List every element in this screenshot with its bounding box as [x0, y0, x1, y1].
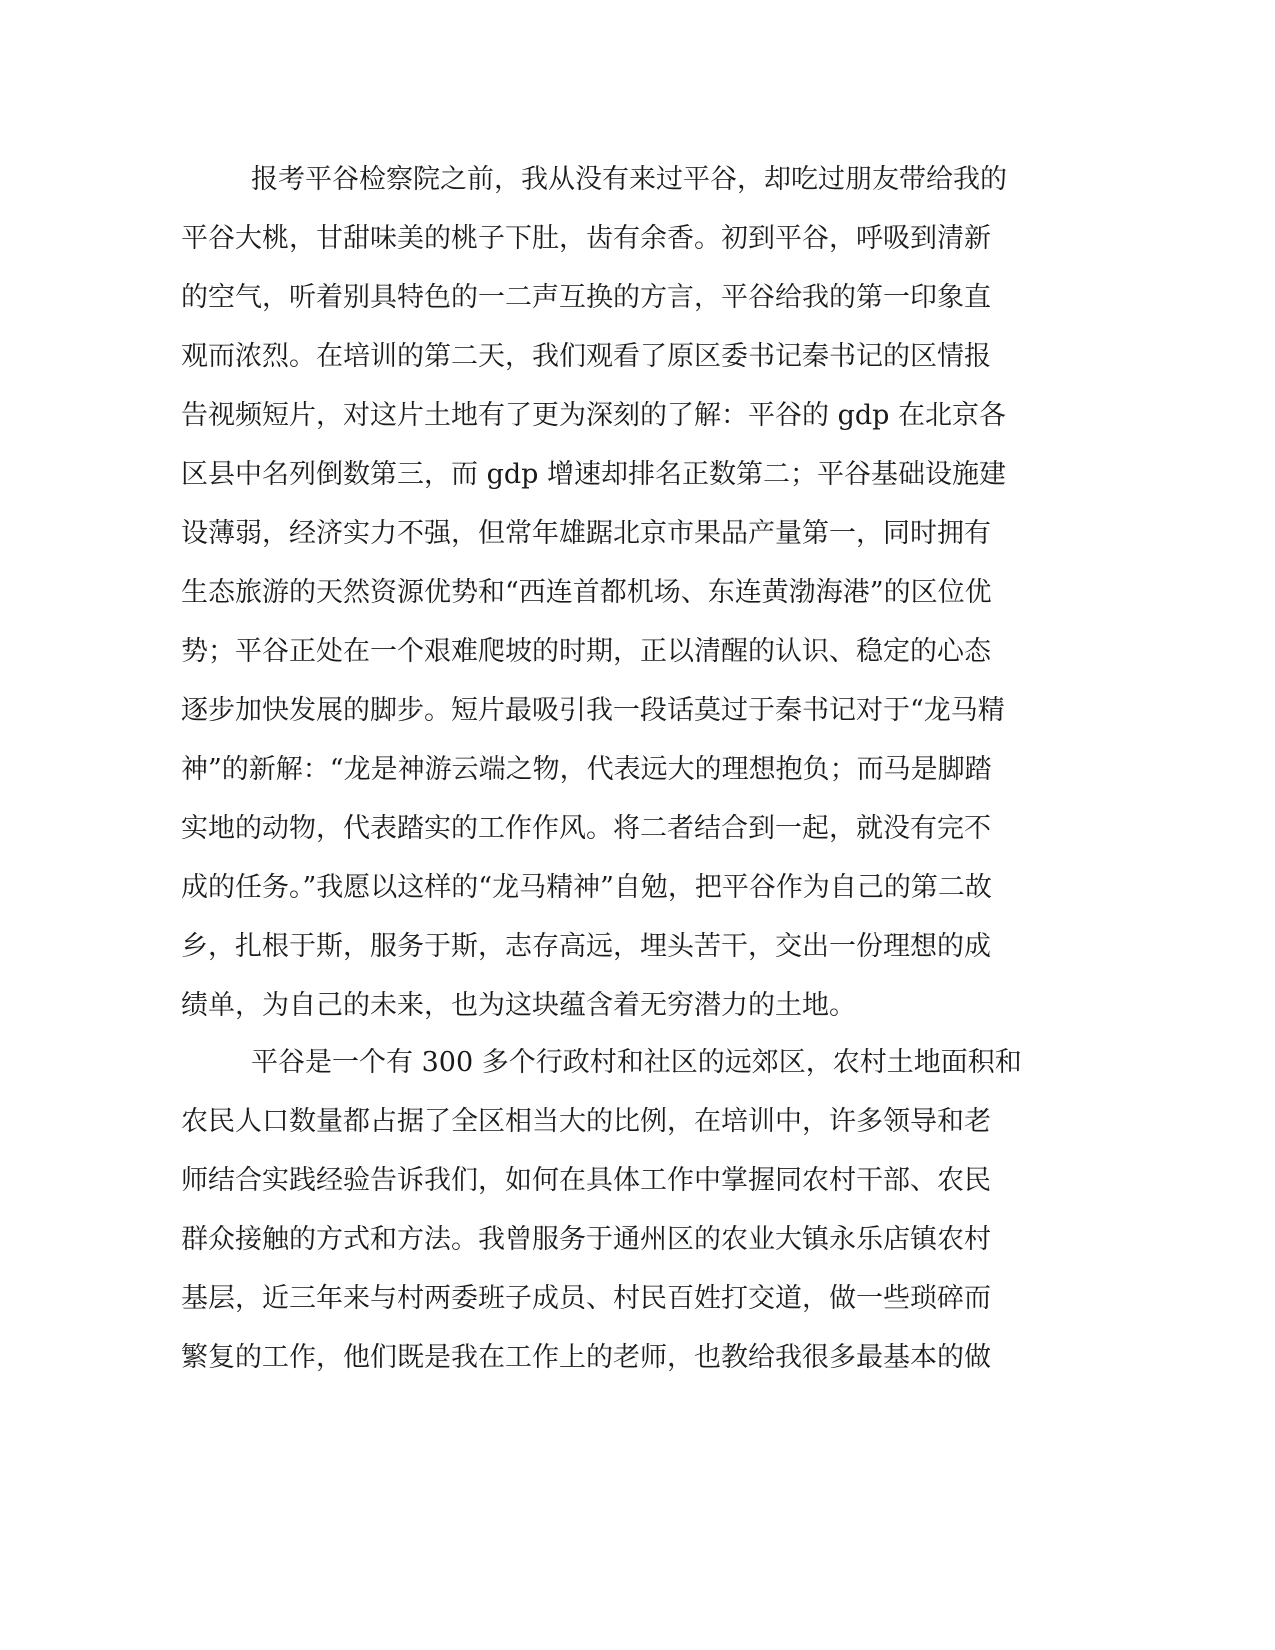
- text-line: 势；平谷正处在一个艰难爬坡的时期，正以清醒的认识、稳定的心态: [181, 636, 991, 667]
- text-line: 师结合实践经验告诉我们，如何在具体工作中掌握同农村干部、农民: [181, 1165, 991, 1196]
- text-line: 农民人口数量都占据了全区相当大的比例，在培训中，许多领导和老: [181, 1106, 991, 1137]
- text-line: 平谷大桃，甘甜味美的桃子下肚，齿有余香。初到平谷，呼吸到清新: [181, 223, 991, 254]
- text-line: 基层，近三年来与村两委班子成员、村民百姓打交道，做一些琐碎而: [181, 1283, 991, 1314]
- text-line: 平谷是一个有 300 多个行政村和社区的远郊区，农村土地面积和: [251, 1047, 1022, 1078]
- text-line: 报考平谷检察院之前，我从没有来过平谷，却吃过朋友带给我的: [251, 164, 1007, 195]
- text-line: 繁复的工作，他们既是我在工作上的老师，也教给我很多最基本的做: [181, 1342, 991, 1373]
- text-line: 的空气，听着别具特色的一二声互换的方言，平谷给我的第一印象直: [181, 282, 991, 313]
- text-line: 实地的动物，代表踏实的工作作风。将二者结合到一起，就没有完不: [181, 813, 991, 844]
- text-line: 生态旅游的天然资源优势和“西连首都机场、东连黄渤海港”的区位优: [181, 577, 992, 608]
- text-line: 区县中名列倒数第三，而 gdp 增速却排名正数第二；平谷基础设施建: [181, 459, 1007, 490]
- body-text: [181, 160, 1031, 1420]
- text-line: 告视频短片，对这片土地有了更为深刻的了解：平谷的 gdp 在北京各: [181, 400, 1007, 431]
- text-line: 观而浓烈。在培训的第二天，我们观看了原区委书记秦书记的区情报: [181, 341, 991, 372]
- text-line: 设薄弱，经济实力不强，但常年雄踞北京市果品产量第一，同时拥有: [181, 518, 991, 549]
- text-line: 成的任务。”我愿以这样的“龙马精神”自勉，把平谷作为自己的第二故: [181, 872, 992, 903]
- text-line: 神”的新解：“龙是神游云端之物，代表远大的理想抱负；而马是脚踏: [181, 754, 992, 785]
- text-line: 乡，扎根于斯，服务于斯，志存高远，埋头苦干，交出一份理想的成: [181, 931, 991, 962]
- text-line: 绩单，为自己的未来，也为这块蕴含着无穷潜力的土地。: [181, 990, 856, 1021]
- text-line: 逐步加快发展的脚步。短片最吸引我一段话莫过于秦书记对于“龙马精: [181, 695, 1005, 726]
- text-line: 群众接触的方式和方法。我曾服务于通州区的农业大镇永乐店镇农村: [181, 1224, 991, 1255]
